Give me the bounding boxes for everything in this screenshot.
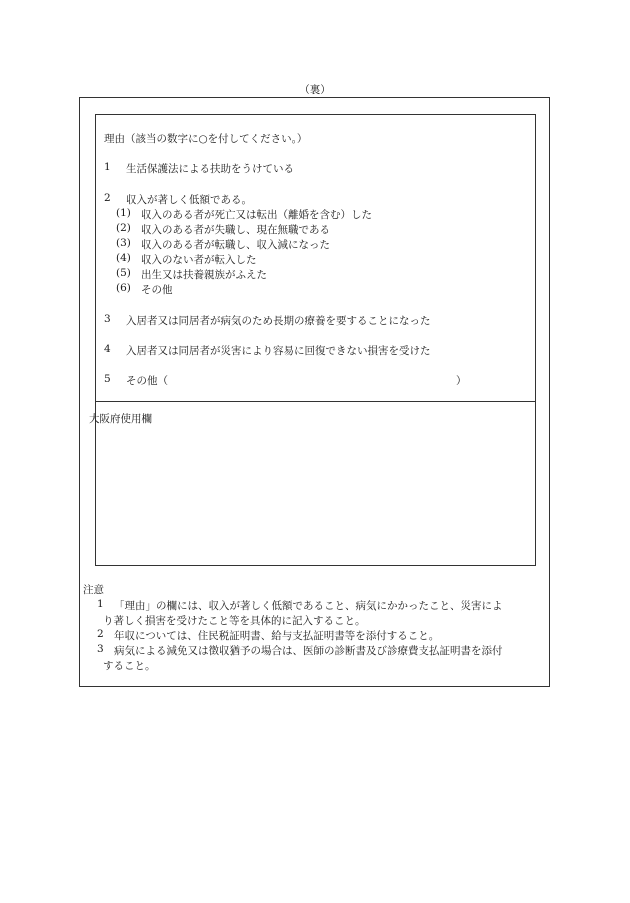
reason-item-text: 収入が著しく低額である。 (126, 194, 252, 206)
reason-item-2 (104, 192, 252, 206)
reason-subitem-number: (5) (116, 267, 131, 279)
reason-subitem-6 (116, 282, 173, 296)
page-side-label: （裏） (299, 84, 331, 96)
reason-item-number: 5 (104, 373, 111, 385)
note-number: 3 (97, 643, 104, 655)
reason-subitem-text: 収入のある者が死亡又は転出（離婚を含む）した (141, 209, 372, 221)
reason-item-text: その他（ (126, 375, 168, 387)
section-divider (96, 401, 535, 402)
note-text-line: 年収については、住民税証明書、給与支払証明書等を添付すること。 (114, 630, 440, 642)
reason-heading: 理由（該当の数字に○を付してください。） (104, 133, 308, 145)
note-text-line: 「理由」の欄には、収入が著しく低額であること、病気にかかったこと、災害によ (114, 600, 503, 612)
reason-item-4 (104, 343, 431, 357)
note-2 (97, 628, 440, 642)
reason-item-number: 3 (104, 313, 111, 325)
reason-subitem-text: 収入のある者が転職し、収入減になった (141, 239, 330, 251)
reason-subitem-number: (6) (116, 282, 131, 294)
reason-box (89, 114, 536, 566)
office-use-label: 大阪府使用欄 (89, 413, 152, 425)
reason-item-3 (104, 313, 431, 327)
note-3-continuation: すること。 (103, 660, 156, 672)
reason-subitem-text: 出生又は扶養親族がふえた (141, 269, 267, 281)
note-text-line: 病気による減免又は徴収猶予の場合は、医師の診断書及び診療費支払証明書を添付 (114, 645, 503, 657)
reason-subitem-text: 収入のない者が転入した (141, 254, 257, 266)
reason-item-number: 4 (104, 343, 111, 355)
note-1-continuation: り著しく損害を受けたこと等を具体的に記入すること。 (103, 615, 366, 627)
reason-subitem-4 (116, 252, 257, 266)
reason-item-number: 1 (104, 161, 111, 173)
note-3 (97, 643, 503, 657)
reason-subitem-number: (4) (116, 252, 131, 264)
reason-item-number: 2 (104, 192, 111, 204)
reason-subitem-text: その他 (141, 284, 173, 296)
reason-subitem-number: (3) (116, 237, 131, 249)
reason-item-5 (104, 373, 168, 387)
reason-subitem-1 (116, 207, 372, 221)
reason-subitem-text: 収入のある者が失職し、現在無職である (141, 224, 330, 236)
reason-item-text: 生活保護法による扶助をうけている (126, 163, 294, 175)
other-reason-close-paren: ） (456, 375, 467, 387)
note-number: 2 (97, 628, 104, 640)
reason-subitem-2 (116, 222, 330, 236)
reason-subitem-number: (2) (116, 222, 131, 234)
reason-item-1 (104, 161, 294, 175)
note-1 (97, 598, 503, 612)
note-number: 1 (97, 598, 104, 610)
reason-subitem-number: (1) (116, 207, 131, 219)
reason-subitem-5 (116, 267, 267, 281)
reason-item-text: 入居者又は同居者が災害により容易に回復できない損害を受けた (126, 345, 431, 357)
notes-heading: 注意 (83, 584, 104, 596)
reason-subitem-3 (116, 237, 330, 251)
reason-item-text: 入居者又は同居者が病気のため長期の療養を要することになった (126, 315, 431, 327)
